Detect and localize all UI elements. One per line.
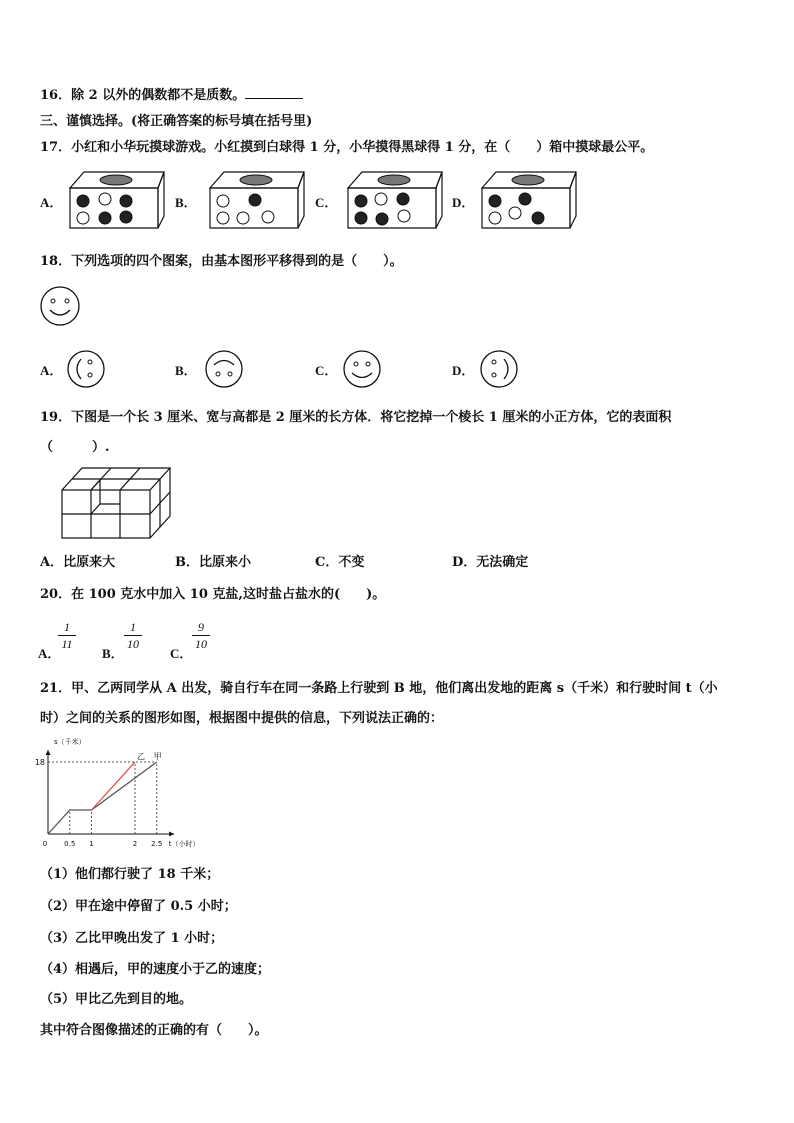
- series-name-yi: 乙: [137, 752, 145, 761]
- section-title: 三、谨慎选择。(将正确答案的标号填在括号里): [40, 114, 313, 129]
- q17-option-b[interactable]: B．: [175, 195, 197, 210]
- q21-statement-4: （4）相遇后，甲的速度小于乙的速度；: [40, 962, 271, 977]
- x-tick-label: 0: [42, 840, 48, 848]
- q18-text: 18．下列选项的四个图案，由基本图形平移得到的是（ ）。: [40, 254, 403, 269]
- q19-option-c[interactable]: C．不变: [315, 555, 365, 570]
- q21-text-line1: 21．甲、乙两同学从 A 出发，骑自行车在同一条路上行驶到 B 地，他们离出发地的距离 s（千米）和行驶时间 t（小: [40, 681, 718, 696]
- q20-option-a[interactable]: A．: [38, 646, 61, 661]
- q16: [40, 84, 303, 103]
- series-name-jia: 甲: [153, 752, 162, 761]
- q21-conclusion: 其中符合图像描述的正确的有（ ）。: [40, 1023, 268, 1038]
- q18-option-d[interactable]: D．: [452, 363, 475, 378]
- q17-option-a[interactable]: A．: [40, 195, 63, 210]
- smiley-a-image: [64, 348, 108, 390]
- q17-option-d[interactable]: D．: [452, 195, 475, 210]
- q17-text: 17．小红和小华玩摸球游戏。小红摸到白球得 1 分，小华摸得黑球得 1 分，在（ ）箱中摸球最公平。: [40, 140, 654, 155]
- y-axis-arrow: [46, 750, 51, 755]
- q16-text: 16．除 2 以外的偶数都不是质数。: [40, 88, 246, 103]
- chart-series: [48, 762, 157, 834]
- box-b-image: [200, 168, 310, 234]
- q20-fraction-a: [58, 620, 76, 651]
- smiley-base-image: [38, 284, 82, 328]
- q19-option-a[interactable]: A．比原来大: [40, 555, 116, 570]
- q20-text: 20．在 100 克水中加入 10 克盐,这时盐占盐水的( )。: [40, 587, 386, 602]
- q21-text-line2: 时）之间的关系的图形如图，根据图中提供的信息，下列说法正确的：: [40, 711, 444, 726]
- box-d-image: [472, 168, 582, 234]
- q18-option-c[interactable]: C．: [315, 363, 338, 378]
- q20-fraction-b-den: 10: [127, 637, 139, 651]
- q21-statement-2: （2）甲在途中停留了 0.5 小时；: [40, 899, 237, 914]
- distance-time-chart: [30, 732, 200, 854]
- chart-labels: [35, 737, 200, 848]
- x-tick-label: 0.5: [64, 840, 76, 848]
- series-line-1: [92, 762, 136, 810]
- x-tick-label: 1: [89, 840, 94, 848]
- q18-option-a[interactable]: A．: [40, 363, 63, 378]
- q21-statement-3: （3）乙比甲晚出发了 1 小时；: [40, 931, 224, 946]
- q19-option-d[interactable]: D．无法确定: [452, 555, 529, 570]
- q20-fraction-b: [124, 620, 142, 651]
- q20-fraction-a-den: 11: [61, 637, 73, 651]
- q17-option-c[interactable]: C．: [315, 195, 338, 210]
- q21-statement-1: （1）他们都行驶了 18 千米；: [40, 867, 220, 882]
- x-axis-arrow: [169, 832, 174, 837]
- q16-answer-blank[interactable]: [245, 86, 303, 99]
- q20-fraction-b-num: 1: [130, 620, 136, 634]
- smiley-b-image: [202, 348, 246, 390]
- box-c-image: [338, 168, 448, 234]
- q20-fraction-c-den: 10: [195, 637, 207, 651]
- q20-option-c[interactable]: C．: [170, 646, 193, 661]
- box-a-image: [60, 168, 170, 234]
- x-axis-label: t（小时）: [168, 840, 200, 848]
- q19-option-b[interactable]: B．比原来小: [175, 555, 251, 570]
- q19-text-line2: （ ）.: [40, 440, 110, 455]
- cuboid-image: [60, 464, 176, 540]
- smiley-d-image: [477, 348, 521, 390]
- q18-option-b[interactable]: B．: [175, 363, 197, 378]
- x-tick-label: 2: [132, 840, 138, 848]
- q21-statement-5: （5）甲比乙先到目的地。: [40, 992, 193, 1007]
- q20-option-b[interactable]: B．: [102, 646, 124, 661]
- q20-fraction-c: [192, 620, 210, 651]
- q20-fraction-c-num: 9: [198, 620, 204, 634]
- y-axis-label: s（千米）: [54, 738, 86, 746]
- x-tick-label: 2.5: [151, 840, 163, 848]
- smiley-c-image: [340, 348, 384, 390]
- q19-text-line1: 19．下图是一个长 3 厘米、宽与高都是 2 厘米的长方体．将它挖掉一个棱长 1 厘米的小正方体，它的表面积: [40, 410, 672, 425]
- y-tick-label: 18: [34, 758, 45, 767]
- q20-fraction-a-num: 1: [64, 620, 70, 634]
